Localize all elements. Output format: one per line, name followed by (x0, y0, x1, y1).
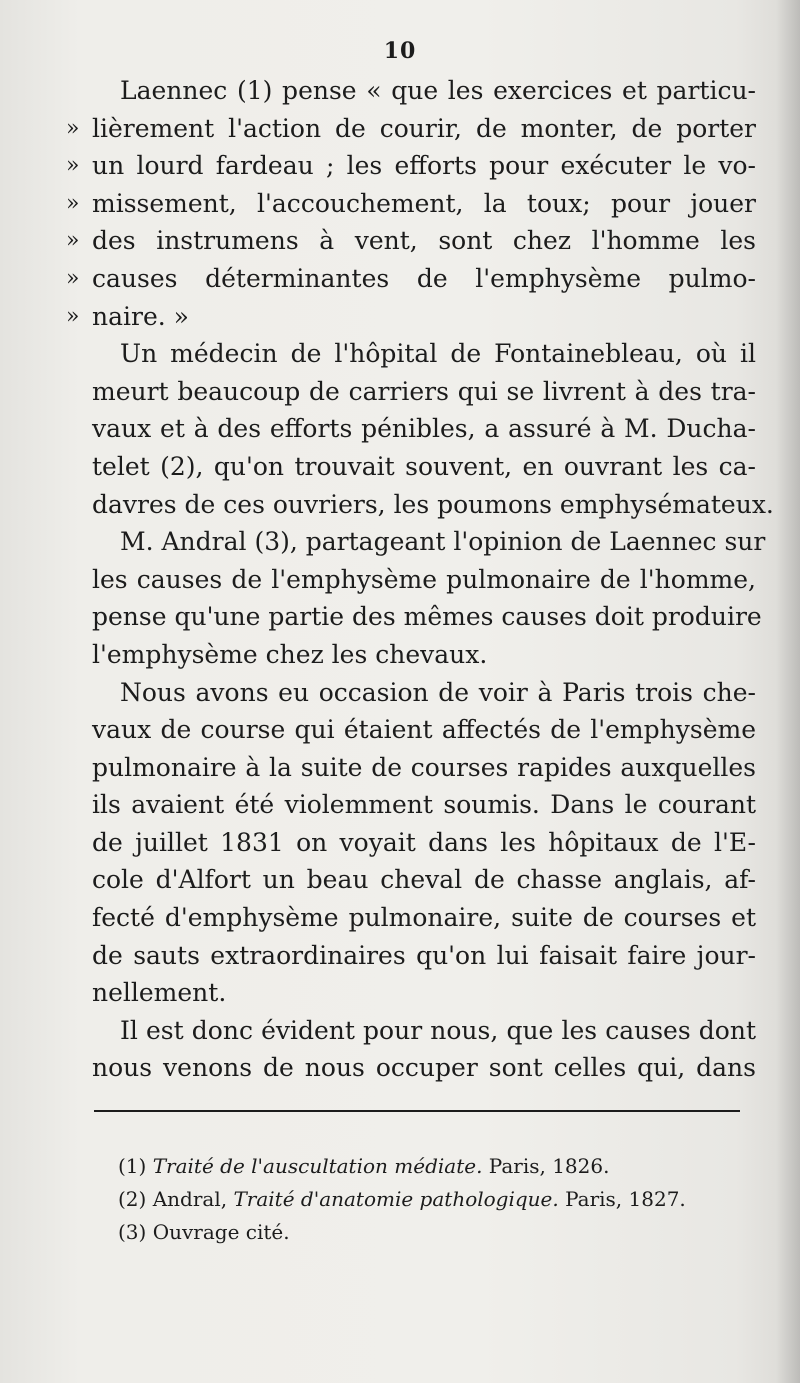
quote-mark: » (66, 115, 80, 141)
text-line-content: pense qu'une partie des mêmes causes doit produire (92, 602, 762, 632)
text-line (92, 786, 756, 824)
text-line (66, 222, 756, 260)
text-line (92, 974, 756, 1012)
text-line (66, 298, 756, 336)
text-line-content: vaux de course qui étaient affectés de l'emphysème (92, 715, 756, 745)
text-line (66, 147, 756, 185)
footnote-pre: Ouvrage cité. (152, 1220, 290, 1244)
text-line (92, 373, 756, 411)
text-line-content: nellement. (92, 978, 227, 1008)
text-line-content: de juillet 1831 on voyait dans les hôpitaux de l'E- (92, 827, 756, 857)
footnote-num: (1) (118, 1154, 147, 1178)
text-line (92, 448, 756, 486)
text-line (92, 824, 756, 862)
body-text (66, 72, 774, 1087)
text-line-content: Nous avons eu occasion de voir à Paris trois che- (120, 677, 756, 707)
text-line-content: nous venons de nous occuper sont celles qui, dans (92, 1053, 756, 1083)
text-line (92, 1049, 756, 1087)
footnote-post: Paris, 1827. (558, 1187, 686, 1211)
footnote (118, 1150, 738, 1183)
text-line-content: naire. » (92, 301, 189, 331)
text-line (92, 523, 766, 561)
text-line (66, 110, 756, 148)
quote-mark: » (66, 190, 80, 216)
text-line-content: lièrement l'action de courir, de monter, de porter (92, 113, 756, 143)
footnotes (118, 1150, 738, 1249)
quote-mark: » (66, 228, 80, 254)
text-line (92, 486, 774, 524)
text-line (92, 937, 756, 975)
text-line (92, 598, 762, 636)
text-line (92, 899, 756, 937)
text-line-content: davres de ces ouvriers, les poumons emphysémateux. (92, 489, 774, 519)
footnote (118, 1216, 738, 1249)
text-line-content: missement, l'accouchement, la toux; pour jouer (92, 188, 756, 218)
text-line-content: ils avaient été violemment soumis. Dans le courant (92, 790, 756, 820)
footnote-num: (3) (118, 1220, 147, 1244)
footnote-post: Paris, 1826. (482, 1154, 610, 1178)
text-line (92, 561, 756, 599)
text-line (92, 72, 756, 110)
text-line-content: pulmonaire à la suite de courses rapides auxquelles (92, 752, 756, 782)
text-line (92, 711, 756, 749)
text-line (92, 749, 756, 787)
quote-mark: » (66, 265, 80, 291)
text-line (92, 1012, 756, 1050)
text-line (92, 861, 756, 899)
text-line-content: un lourd fardeau ; les efforts pour exécuter le vo- (92, 151, 756, 181)
text-line (92, 335, 756, 373)
page-edge-shadow (776, 0, 800, 1383)
text-line (66, 185, 756, 223)
text-line-content: telet (2), qu'on trouvait souvent, en ouvrant les ca- (92, 451, 756, 481)
footnote-title: Traité d'anatomie pathologique. (233, 1187, 559, 1211)
text-line-content: Un médecin de l'hôpital de Fontainebleau, où il (120, 339, 756, 369)
text-line (66, 260, 756, 298)
text-line-content: des instrumens à vent, sont chez l'homme les (92, 226, 756, 256)
footnote (118, 1183, 738, 1216)
quote-mark: » (66, 153, 80, 179)
footnote-rule (94, 1110, 740, 1112)
footnote-pre: Andral, (152, 1187, 234, 1211)
text-line-content: vaux et à des efforts pénibles, a assuré à M. Ducha- (92, 414, 756, 444)
text-line-content: de sauts extraordinaires qu'on lui faisait faire jour- (92, 940, 756, 970)
footnote-num: (2) (118, 1187, 147, 1211)
text-line-content: M. Andral (3), partageant l'opinion de Laennec sur (120, 527, 766, 557)
page-number: 10 (383, 38, 417, 64)
text-line-content: Laennec (1) pense « que les exercices et particu- (120, 76, 756, 105)
text-line (92, 410, 756, 448)
text-line-content: l'emphysème chez les chevaux. (92, 639, 488, 669)
text-line (92, 636, 756, 674)
text-line-content: cole d'Alfort un beau cheval de chasse anglais, af- (92, 865, 756, 895)
footnote-title: Traité de l'auscultation médiate. (152, 1154, 483, 1178)
text-line-content: meurt beaucoup de carriers qui se livrent à des tra- (92, 376, 756, 406)
quote-mark: » (66, 303, 80, 329)
text-line-content: Il est donc évident pour nous, que les causes dont (120, 1015, 756, 1045)
text-line (92, 674, 756, 712)
text-line-content: les causes de l'emphysème pulmonaire de l'homme, (92, 564, 756, 594)
text-line-content: fecté d'emphysème pulmonaire, suite de courses et (92, 903, 756, 933)
text-line-content: causes déterminantes de l'emphysème pulmo- (92, 263, 756, 293)
